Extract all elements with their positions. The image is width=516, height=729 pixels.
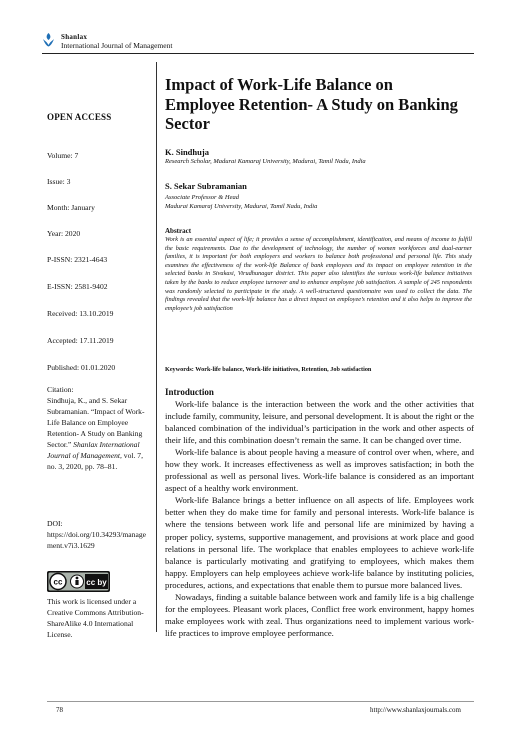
abstract-heading: Abstract <box>165 227 192 235</box>
doi-label: DOI: <box>47 519 63 528</box>
brand-name: Shanlax <box>61 33 88 41</box>
doi <box>47 518 150 551</box>
svg-text:cc: cc <box>53 577 63 587</box>
volume: Volume: 7 <box>47 151 79 160</box>
paragraph: Work-life balance is the interaction between the work and the other activities that include family, community, leisure, and personal development. It is about the right or the balanced combination of the individual’s participation in the work and other aspects of their life, and this combination doesn’t remain the same. It can be changed over time. <box>165 399 474 446</box>
published-date: Published: 01.01.2020 <box>47 363 116 372</box>
shanlax-logo-icon <box>42 32 55 47</box>
author1-affiliation: Research Scholar, Madurai Kamaraj University, Madurai, Tamil Nadu, India <box>165 158 366 165</box>
doi-link[interactable]: https://doi.org/10.34293/management.v7i3.1629 <box>47 530 146 550</box>
e-issn: E-ISSN: 2581-9402 <box>47 282 108 291</box>
cc-license-icon[interactable] <box>47 571 110 592</box>
sidebar-divider <box>156 62 157 632</box>
author2-role: Associate Professor & Head <box>165 194 239 201</box>
author2-name: S. Sekar Subramanian <box>165 181 247 191</box>
introduction-heading: Introduction <box>165 387 214 397</box>
year: Year: 2020 <box>47 229 81 238</box>
article-title: Impact of Work-Life Balance on Employee Retention- A Study on Banking Sector <box>165 75 458 133</box>
keywords: Keywords: Work-life balance, Work-life initiatives, Retention, Job satisfaction <box>165 366 372 373</box>
header-divider <box>42 53 474 54</box>
citation-journal: Shanlax International Journal of Management, <box>47 440 140 460</box>
citation <box>47 384 150 472</box>
license-badge-label: cc by <box>86 578 107 587</box>
month: Month: January <box>47 203 95 212</box>
author1-name: K. Sindhuja <box>165 147 209 157</box>
paragraph: Nowadays, finding a suitable balance between work and family life is a big challenge for the employees. Pleasant work places, Conflict free work environment, happy homes make employees work with zeal. Thus organizations need to implement various work-life practices to improve employee performance. <box>165 591 474 638</box>
abstract-text: Work is an essential aspect of life; it provides a sense of accomplishment, identification, and means of income to fulfill the basic requirements. Due to the development of technology, the number of women workforces and dual-earner families, it is important for both employers and workers to balance both professional and personal life. This study examines the effectiveness of the work-life Balance of bank employees and its impact on employee retention in the selected banks in Sivakasi, Virudhunagar district. This paper also identifies the various work-life balance initiatives taken by the banks to reduce employee turnover and to enhance employee job satisfaction. A sample of 245 respondents was randomly selected to participate in the study. A well-structured questionnaire was used to collect the data. The findings revealed that the work-life balance has a direct impact on employee’s retention and it also helps to improve the employee’s job satisfaction <box>165 236 472 312</box>
journal-name: International Journal of Management <box>61 41 173 50</box>
page-number: 78 <box>56 706 63 714</box>
introduction-body <box>165 398 474 639</box>
p-issn: P-ISSN: 2321-4643 <box>47 255 108 264</box>
footer-divider <box>47 701 474 702</box>
author2-affiliation: Madurai Kamaraj University, Madurai, Tamil Nadu, India <box>165 203 318 210</box>
footer-url-link[interactable]: http://www.shanlaxjournals.com <box>370 706 461 714</box>
citation-details: vol. 7, no. 3, 2020, pp. 78–81. <box>47 451 143 471</box>
open-access-label: OPEN ACCESS <box>47 112 112 122</box>
paragraph: Work-life balance is about people having a measure of control over when, where, and how they work. It increases effectiveness as well as improves satisfaction; in both the professional as well as personal lives. Work-life balance is considered as an important aspect of a healthy work environment. <box>165 447 474 494</box>
license-text: This work is licensed under a Creative Commons Attribution-ShareAlike 4.0 International License. <box>47 597 144 639</box>
citation-label: Citation: <box>47 385 74 394</box>
received-date: Received: 13.10.2019 <box>47 309 114 318</box>
paragraph: Work-life Balance brings a better influence on all aspects of life. Employees work better when they do make time for family and personal interests. Work-life balance is where the tensions between work life and personal life are minimized by having a proper policy, systems, supportive management, and provisions at work place and good relations in personal life. The workplace that enables employees to achieve work-life balance is particularly motivating and gratifying to employees, which makes them happy. Employers can help employees achieve work-life balance by instituting policies, procedures, actions, and expectations that enable them to pursue more balanced lives. <box>165 495 474 590</box>
issue: Issue: 3 <box>47 177 71 186</box>
accepted-date: Accepted: 17.11.2019 <box>47 336 114 345</box>
citation-authors: Sindhuja, K., and S. Sekar Subramanian. “Impact of Work-Life Balance on Employee Retention- A Study on Banking Sector.” <box>47 396 145 449</box>
